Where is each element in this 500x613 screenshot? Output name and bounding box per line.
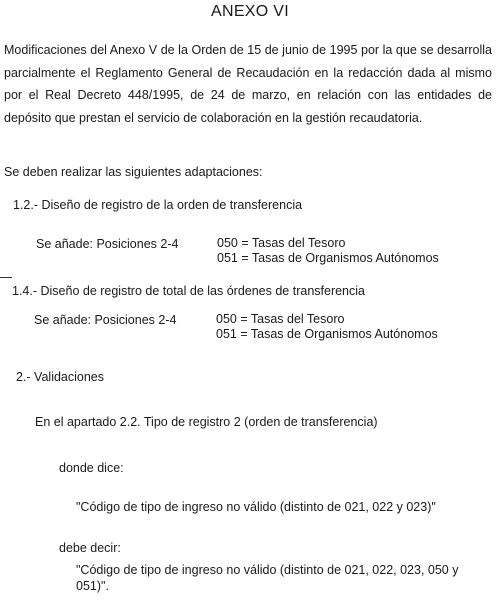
section-1-2-heading: 1.2.- Diseño de registro de la orden de transferencia [13,198,303,212]
intro-paragraph: Modificaciones del Anexo V de la Orden de 15 de junio de 1995 por la que se desarrolla parcialmente el Reglamento General de Recaudación en la redacción dada al mismo por el Real Decreto 448/1995, de 24 de marzo, en relación con las entidades de depósito que prestan el servicio de colaboración en la gestión recaudatoria. [4,43,492,125]
donde-dice-text: "Código de tipo de ingreso no válido (distinto de 021, 022 y 023)" [76,500,436,514]
section-2-heading: 2.- Validaciones [16,370,105,384]
section-1-4-code-list [216,312,438,342]
debe-decir-label: debe decir: [59,541,121,555]
code-item: 051 = Tasas de Organismos Autónomos [217,251,439,265]
section-1-2-codes [36,236,496,268]
section-1-2-label: Se añade: Posiciones 2-4 [36,237,179,251]
section-1-2-code-list [217,236,439,266]
section-2-paragraph: En el apartado 2.2. Tipo de registro 2 (orden de transferencia) [35,415,378,429]
code-item: 051 = Tasas de Organismos Autónomos [216,327,438,341]
section-1-4-codes [34,312,494,344]
section-1-4-heading: 1.4.- Diseño de registro de total de las órdenes de transferencia [12,284,365,298]
donde-dice-label: donde dice: [59,461,124,475]
code-item: 050 = Tasas del Tesoro [216,312,345,326]
adaptations-intro: Se deben realizar las siguientes adaptaciones: [4,165,263,179]
code-item: 050 = Tasas del Tesoro [217,236,346,250]
annex-title: ANEXO VI [211,3,289,20]
section-1-4-label: Se añade: Posiciones 2-4 [34,313,177,327]
margin-mark [0,277,12,278]
debe-decir-text: "Código de tipo de ingreso no válido (distinto de 021, 022, 023, 050 y 051)". [76,563,459,593]
